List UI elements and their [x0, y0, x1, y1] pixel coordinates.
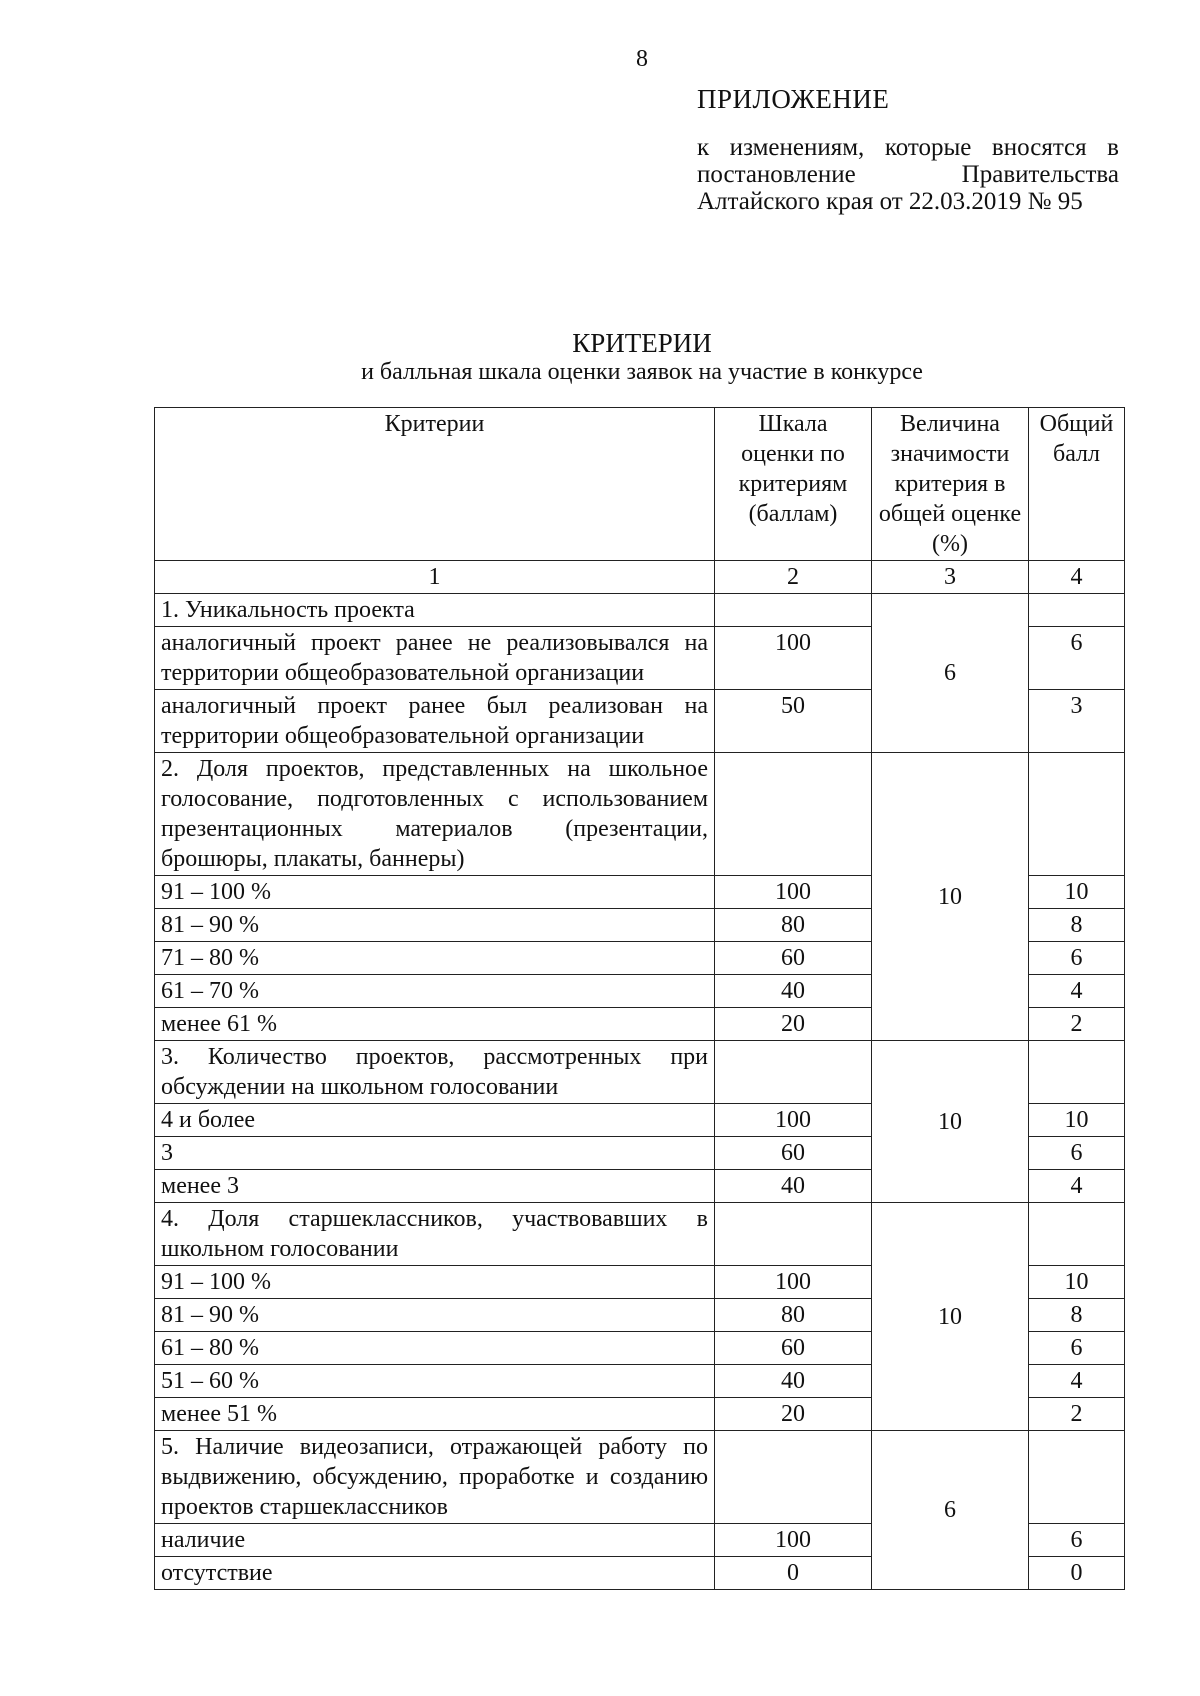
section-score-empty — [715, 1203, 872, 1266]
row-total: 6 — [1029, 1332, 1125, 1365]
section-title-row — [155, 753, 1125, 876]
row-total: 10 — [1029, 1104, 1125, 1137]
row-score: 40 — [715, 1170, 872, 1203]
appendix-text: к изменениям, которые вносятся в постановление Правительства Алтайского края от 22.03.2019 № 95 — [697, 134, 1119, 215]
row-label: 91 – 100 % — [155, 876, 715, 909]
row-label: наличие — [155, 1524, 715, 1557]
row-score: 20 — [715, 1008, 872, 1041]
row-label: аналогичный проект ранее был реализован на территории общеобразовательной организации — [155, 690, 715, 753]
row-total: 6 — [1029, 1137, 1125, 1170]
row-score: 100 — [715, 1104, 872, 1137]
header-row — [155, 408, 1125, 561]
row-total: 10 — [1029, 1266, 1125, 1299]
section-weight: 10 — [872, 1203, 1029, 1431]
row-score: 50 — [715, 690, 872, 753]
row-label: 91 – 100 % — [155, 1266, 715, 1299]
header-criteria: Критерии — [155, 408, 715, 561]
row-total: 4 — [1029, 1365, 1125, 1398]
row-score: 80 — [715, 909, 872, 942]
row-label: менее 3 — [155, 1170, 715, 1203]
row-total: 6 — [1029, 627, 1125, 690]
section-title: 4. Доля старшеклассников, участвовавших в школьном голосовании — [155, 1203, 715, 1266]
row-total: 6 — [1029, 942, 1125, 975]
row-total: 6 — [1029, 1524, 1125, 1557]
row-score: 40 — [715, 1365, 872, 1398]
header-scale: Шкала оценки по критериям (баллам) — [715, 408, 872, 561]
row-total: 4 — [1029, 1170, 1125, 1203]
row-total: 8 — [1029, 909, 1125, 942]
row-label: 81 – 90 % — [155, 1299, 715, 1332]
section-weight: 10 — [872, 1041, 1029, 1203]
row-score: 60 — [715, 942, 872, 975]
row-label: 81 – 90 % — [155, 909, 715, 942]
document-title: КРИТЕРИИ — [572, 328, 712, 358]
section-total-empty — [1029, 1203, 1125, 1266]
section-title-row — [155, 594, 1125, 627]
row-label: 61 – 80 % — [155, 1332, 715, 1365]
criteria-table — [154, 407, 1125, 1590]
criteria-table-body — [155, 594, 1125, 1590]
row-total: 3 — [1029, 690, 1125, 753]
section-title-row — [155, 1431, 1125, 1524]
section-score-empty — [715, 594, 872, 627]
header-weight: Величина значимости критерия в общей оценке (%) — [872, 408, 1029, 561]
column-number: 1 — [155, 561, 715, 594]
row-total: 2 — [1029, 1398, 1125, 1431]
section-total-empty — [1029, 594, 1125, 627]
row-score: 80 — [715, 1299, 872, 1332]
row-total: 2 — [1029, 1008, 1125, 1041]
section-title: 5. Наличие видеозаписи, отражающей работу по выдвижению, обсуждению, проработке и созданию проектов старшеклассников — [155, 1431, 715, 1524]
section-weight: 6 — [872, 594, 1029, 753]
row-label: аналогичный проект ранее не реализовывался на территории общеобразовательной организации — [155, 627, 715, 690]
row-score: 100 — [715, 876, 872, 909]
page-number: 8 — [636, 46, 648, 72]
column-number: 4 — [1029, 561, 1125, 594]
column-number: 3 — [872, 561, 1029, 594]
row-total: 4 — [1029, 975, 1125, 1008]
row-label: 61 – 70 % — [155, 975, 715, 1008]
section-total-empty — [1029, 1431, 1125, 1524]
section-title-row — [155, 1041, 1125, 1104]
row-label: отсутствие — [155, 1557, 715, 1590]
column-number: 2 — [715, 561, 872, 594]
section-title-row — [155, 1203, 1125, 1266]
row-score: 100 — [715, 1266, 872, 1299]
section-score-empty — [715, 1041, 872, 1104]
row-label: 71 – 80 % — [155, 942, 715, 975]
header-total: Общий балл — [1029, 408, 1125, 561]
row-label: 3 — [155, 1137, 715, 1170]
row-label: 4 и более — [155, 1104, 715, 1137]
document-subtitle: и балльная шкала оценки заявок на участие в конкурсе — [361, 359, 923, 385]
row-score: 0 — [715, 1557, 872, 1590]
section-weight: 6 — [872, 1431, 1029, 1590]
row-score: 20 — [715, 1398, 872, 1431]
row-total: 0 — [1029, 1557, 1125, 1590]
section-title: 1. Уникальность проекта — [155, 594, 715, 627]
criteria-table-header — [155, 408, 1125, 594]
appendix-title: ПРИЛОЖЕНИЕ — [697, 84, 890, 114]
column-number-row — [155, 561, 1125, 594]
row-score: 40 — [715, 975, 872, 1008]
section-score-empty — [715, 753, 872, 876]
section-score-empty — [715, 1431, 872, 1524]
row-label: 51 – 60 % — [155, 1365, 715, 1398]
section-total-empty — [1029, 753, 1125, 876]
section-title: 3. Количество проектов, рассмотренных при обсуждении на школьном голосовании — [155, 1041, 715, 1104]
row-total: 8 — [1029, 1299, 1125, 1332]
row-score: 60 — [715, 1137, 872, 1170]
section-weight: 10 — [872, 753, 1029, 1041]
row-score: 60 — [715, 1332, 872, 1365]
row-label: менее 61 % — [155, 1008, 715, 1041]
section-title: 2. Доля проектов, представленных на школьное голосование, подготовленных с использованием презентационных материалов (презентации, брошюры, плакаты, баннеры) — [155, 753, 715, 876]
row-score: 100 — [715, 627, 872, 690]
row-score: 100 — [715, 1524, 872, 1557]
row-total: 10 — [1029, 876, 1125, 909]
section-total-empty — [1029, 1041, 1125, 1104]
row-label: менее 51 % — [155, 1398, 715, 1431]
